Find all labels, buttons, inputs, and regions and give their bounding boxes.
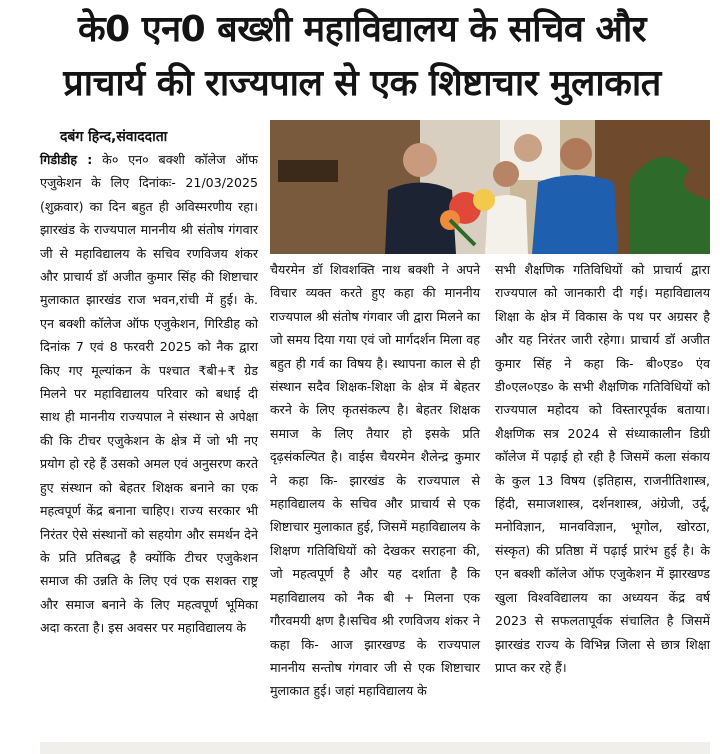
article-column-3 [495, 258, 710, 738]
dateline: गिडीडीह : [40, 152, 93, 167]
column-1-text: के० एन० बक्शी कॉलेज ऑफ एजुकेशन के लिए दिनांकः- 21/03/2025 (शुक्रवार) का दिन बहुत ही अविस्मरणीय रहा। झारखंड के राज्यपाल माननीय श्री संतोष गंगवार जी से महाविद्यालय के सचिव रणविजय शंकर और प्राचार्य डॉ अजीत कुमार सिंह की शिष्टाचार मुलाकात झारखंड राज भवन,रांची में हुई। के. एन बक्शी कॉलेज ऑफ एजुकेशन, गिरिडीह को दिनांक 7 एवं 8 फरवरी 2025 को नैक द्वारा किए गए मूल्यांकन के पश्चात ₹बी+₹ ग्रेड मिलने पर महाविद्यालय परिवार को बधाई दी साथ ही माननीय राज्यपाल ने संस्थान से अपेक्षा की कि टीचर एजुकेशन के क्षेत्र में जो भी नए प्रयोग हो रहे हैं उसको अमल एवं अनुसरण करते हुए संस्थान को बेहतर शिक्षक बनाने का एक महत्वपूर्ण केंद्र बनाना चाहिए। राज्य सरकार भी निरंतर ऐसे संस्थानों को सहयोग और समर्थन देने के प्रति प्रतिबद्ध है क्योंकि टीचर एजुकेशन समाज की उन्नति के लिए एवं एक सशक्त राष्ट्र और समाज बनाने के लिए महत्वपूर्ण भूमिका अदा करता है। इस अवसर पर महाविद्यालय के [40, 152, 258, 636]
page-edge [40, 742, 710, 754]
column-3-text: सभी शैक्षणिक गतिविधियों को प्राचार्य द्वारा राज्यपाल को जानकारी दी गई। महाविद्यालय शिक्षा के क्षेत्र में विकास के पथ पर अग्रसर है और यह निरंतर जारी रहेगा। प्राचार्य डॉ अजीत कुमार सिंह ने कहा कि- बी०एड० एंव डी०एल०एड० के सभी शैक्षणिक गतिविधियों को राज्यपाल महोदय को विस्तारपूर्वक बताया। शैक्षणिक सत्र 2024 से संध्याकालीन डिग्री कॉलेज में पढ़ाई हो रही है जिसमें कला संकाय के कुल 13 विषय (इतिहास, राजनीतिशास्त्र, हिंदी, समाजशास्त्र, दर्शनशास्त्र, अंग्रेजी, उर्दू, मनोविज्ञान, मानवविज्ञान, भूगोल, खोरठा, संस्कृत) की प्रतिष्ठा में पढ़ाई प्रारंभ हुई है। के एन बक्शी कॉलेज ऑफ एजुकेशन में झारखण्ड खुला विश्वविद्यालय का अध्ययन केंद्र वर्ष 2023 से सफलतापूर्वक संचालित है जिसमें झारखंड राज्य के विभिन्न जिला से छात्र शिक्षा प्राप्त कर रहे हैं। [495, 262, 710, 675]
column-2-text: चैयरमेन डॉ शिवशक्ति नाथ बक्शी ने अपने विचार व्यक्त करते हुए कहा की माननीय राज्यपाल श्री संतोष गंगवार जी द्वारा मिलने का जो समय दिया गया एवं जो मार्गदर्शन मिला वह बहुत ही गर्व का विषय है। स्थापना काल से ही संस्थान सदैव शिक्षक-शिक्षा के क्षेत्र में बेहतर करने के लिए कृतसंकल्प है। बेहतर शिक्षक समाज के लिए तैयार हो इसके प्रति दृढ़संकल्पित है। वाईस चैयरमेन शैलेन्द्र कुमार ने कहा कि- झारखंड के राज्यपाल से महाविद्यालय के सचिव और प्राचार्य से एक शिष्टाचार मुलाकात हुई, जिसमें महाविद्यालय के शिक्षण गतिविधियों को देखकर सराहना की, जो महत्वपूर्ण है और यह दर्शाता है कि महाविद्यालय को नैक बी + मिलना एक गौरवमयी क्षण है।सचिव श्री रणविजय शंकर ने कहा कि- आज झारखण्ड के राज्यपाल माननीय सन्तोष गंगवार जी से एक शिष्टाचार मुलाकात हुई। जहां महाविद्यालय के [270, 262, 480, 699]
byline: दबंग हिन्द,संवाददाता [60, 129, 168, 145]
photo-meeting-governor [270, 120, 710, 254]
article-column-2 [270, 258, 480, 738]
headline [20, 4, 704, 122]
headline-line-1: के0 एन0 बख्शी महाविद्यालय के सचिव और [77, 9, 647, 50]
article-column-1 [40, 148, 258, 738]
headline-line-2: प्राचार्य की राज्यपाल से एक शिष्टाचार मुलाकात [63, 63, 661, 104]
photo-illustration [270, 120, 710, 254]
